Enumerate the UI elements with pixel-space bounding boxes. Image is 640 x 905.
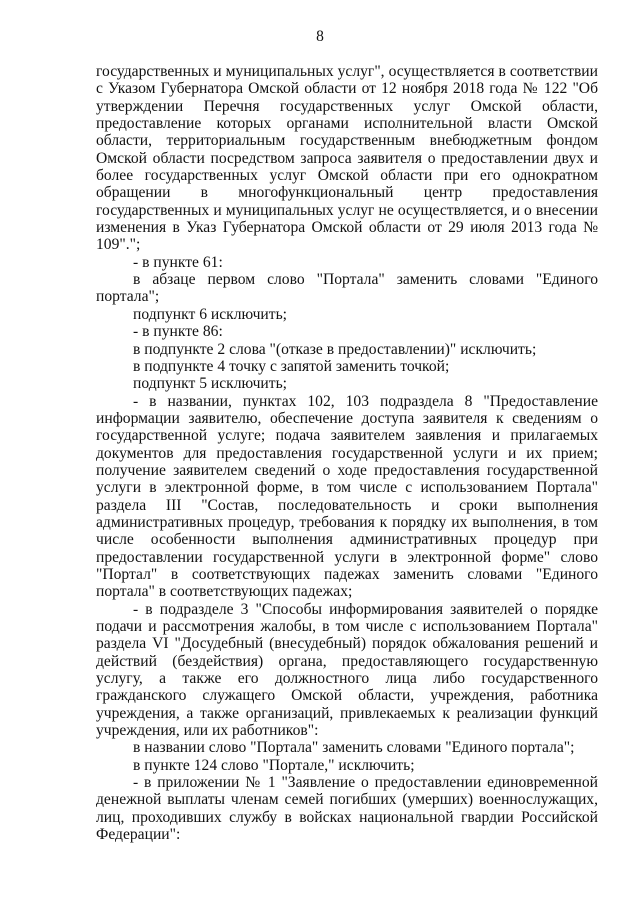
paragraph-continuation: государственных и муниципальных услуг", осуществляется в соответствии с Указом Губернатора Омской области от 12 ноября 2018 года № 122 "Об утверждении Перечня государственных услуг Омской области, предоставление которых органами исполнительной власти Омской области, территориальным государственным внебюджетным фондом Омской области посредством запроса заявителя о предоставлении двух и более государственных услуг Омской области при его однократном обращении в многофункциональный центр предоставления государственных и муниципальных услуг не осуществляется, и о внесении изменения в Указ Губернатора Омской области от 29 июля 2013 года № 109"."; (96, 63, 598, 254)
paragraph-item-86: - в пункте 86: (133, 323, 223, 341)
paragraph-item-61: - в пункте 61: (133, 253, 223, 271)
paragraph-item-61-2: подпункт 6 исключить; (133, 305, 288, 323)
paragraph-item-86-2: в подпункте 4 точку с запятой заменить точкой; (133, 357, 450, 375)
paragraph-items-102-103: - в названии, пунктах 102, 103 подраздела 8 "Предоставление информации заявителю, обеспечение доступа заявителя к сведениям о государственной услуге; подача заявителем заявления и прилагаемых документов для предоставления государственной услуги и их прием; получение заявителем сведений о ходе предоставления государственной услуги в электронной форме, в том числе с использованием Портала" раздела III "Состав, последовательность и сроки выполнения административных процедур, требования к порядку их выполнения, в том числе особенности выполнения административных процедур при предоставлении государственной услуги в электронной форме" слово "Портал" в соответствующих падежах заменить словами "Единого портала" в соответствующих падежах; (96, 392, 598, 601)
paragraph-item-86-3: подпункт 5 исключить; (133, 375, 288, 393)
document-body (96, 63, 598, 843)
paragraph-appendix-1: - в приложении № 1 "Заявление о предоставлении единовременной денежной выплаты членам семей погибших (умерших) военнослужащих, лиц, проходивших службу в войсках национальной гвардии Российской Федерации": (96, 774, 598, 844)
page-number: 8 (316, 28, 324, 45)
paragraph-subsection-3-title: в названии слово "Портала" заменить словами "Единого портала"; (133, 739, 575, 757)
paragraph-subsection-3: - в подразделе 3 "Способы информирования заявителей о порядке подачи и рассмотрения жалобы, в том числе с использованием Портала" раздела VI "Досудебный (внесудебный) порядок обжалования решений и действий (бездействия) органа, предоставляющего государственную услугу, а также его должностного лица либо государственного гражданского служащего Омской области, учреждения, работника учреждения, а также организаций, привлекаемых к реализации функций учреждения, или их работников": (96, 600, 598, 740)
paragraph-item-61-1: в абзаце первом слово "Портала" заменить словами "Единого портала"; (96, 271, 598, 306)
paragraph-item-86-1: в подпункте 2 слова "(отказе в предоставлении)" исключить; (133, 340, 537, 358)
paragraph-item-124: в пункте 124 слово "Портале," исключить; (133, 756, 415, 774)
